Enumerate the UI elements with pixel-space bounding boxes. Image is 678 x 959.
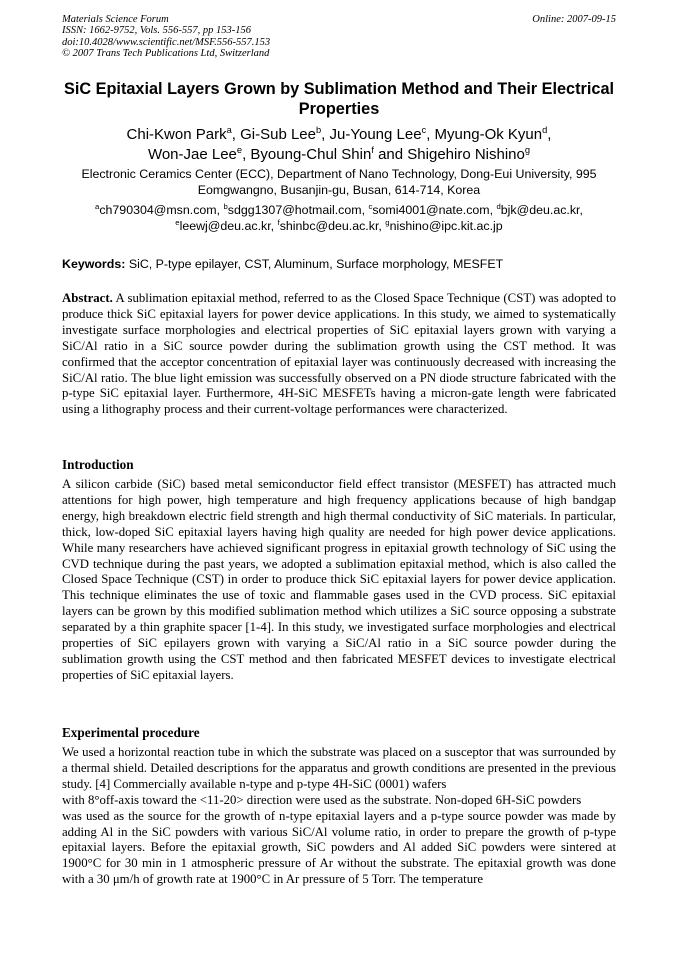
experimental-heading: Experimental procedure xyxy=(62,725,200,740)
author-mark: f xyxy=(371,145,374,155)
affiliation xyxy=(62,167,616,198)
journal-name: Materials Science Forum xyxy=(62,14,169,25)
email-mark: c xyxy=(368,201,373,211)
doi-line: doi:10.4028/www.scientific.net/MSF.556-557.153 xyxy=(62,36,271,48)
email-mark: g xyxy=(385,217,390,227)
abstract-text: A sublimation epitaxial method, referred to as the Closed Space Technique (CST) was adopted to produce thick SiC epitaxial layers for power device applications. In this study, we aimed to systematically investigate surface morphologies and electrical properties of SiC epitaxial layers grown with varying a SiC/Al ratio in a SiC source powder during the sublimation growth using the CST method. It was confirmed that the acceptor concentration of epitaxial layer was continuously decreased with increasing the SiC/Al ratio. The blue light emission was successfully observed on a PN diode structure fabricated with the p-type SiC epitaxial layer. Furthermore, 4H-SiC MESFETs having a micron-gate length were fabricated using a lithography process and their current-voltage performances were characterized. xyxy=(62,291,617,417)
author-name: Shigehiro Nishino xyxy=(407,146,525,163)
abstract-label: Abstract. xyxy=(62,291,113,305)
issn-line: ISSN: 1662-9752, Vols. 556-557, pp 153-156 xyxy=(62,25,251,37)
author-mark: d xyxy=(542,125,548,135)
email-mark: d xyxy=(496,201,501,211)
author-mark: g xyxy=(524,145,531,155)
author-name: Won-Jae Lee xyxy=(147,146,237,163)
copyright-line: © 2007 Trans Tech Publications Ltd, Switzerland xyxy=(62,48,270,60)
author-mark: e xyxy=(236,145,243,155)
email-address: nishino@ipc.kit.ac.jp xyxy=(389,218,503,233)
abstract xyxy=(62,291,616,418)
journal-header xyxy=(62,14,616,60)
author-mark: a xyxy=(226,125,232,135)
email-mark: a xyxy=(95,201,100,211)
author-name: Ju-Young Lee xyxy=(329,126,422,143)
email-list: $^a$ch790304@msn.com, $^b$sdgg1307@hotmail.com, $^c$somi4001@nate.com, $^d$bjk@deu.ac.kr, $^e$leewj@deu.ac.kr, $^f$shinbc@deu.ac.kr, $^g$nishino@ipc.kit.ac.jp xyxy=(95,201,583,233)
author-mark: c xyxy=(421,125,427,135)
author-list: Chi-Kwon Park$^a$, Gi-Sub Lee$^b$, Ju-Young Lee$^c$, Myung-Ok Kyun$^d$, Won-Jae Lee$^e$, Byoung-Chul Shin$^f$ and Shigehiro Nishino$^g$ xyxy=(126,125,552,163)
keywords-text: SiC, P-type epilayer, CST, Aluminum, Surface morphology, MESFET xyxy=(128,257,504,271)
email-address: shinbc@deu.ac.kr xyxy=(279,218,379,233)
keywords xyxy=(62,257,616,272)
experimental-paragraph-line: with 8°off-axis toward the <11-20> direction were used as the substrate. Non-doped 6H-SiC powders xyxy=(62,792,582,807)
author-mark: b xyxy=(316,125,322,135)
author-name: Byoung-Chul Shin xyxy=(250,146,372,163)
email-address: ch790304@msn.com xyxy=(99,203,217,217)
email-address: somi4001@nate.com xyxy=(372,203,490,217)
email-address: sdgg1307@hotmail.com xyxy=(227,203,362,217)
experimental-text xyxy=(62,745,616,888)
email-mark: b xyxy=(223,201,228,211)
experimental-paragraph-line: was used as the source for the growth of n-type epitaxial layers and a p-type source powder was made by adding Al in the SiC powders with various SiC/Al volume ratio, in order to prepare the growth of p-type epitaxial layers. Before the epitaxial growth, SiC powders and Al added SiC powders were sintered at 1900°C for 30 min in 1 atmospheric pressure of Ar without the substrate. The epitaxial growth was done with a 30 μm/h of growth rate at 1900°C in Ar pressure of 5 Torr. The temperature xyxy=(62,808,616,887)
introduction-text: A silicon carbide (SiC) based metal semiconductor field effect transistor (MESFET) has attracted much attentions for high power, high temperature and high frequency applications because of high bandgap energy, high breakdown electric field strength and high thermal conductivity of SiC materials. In particular, thick, low-doped SiC epitaxial layers having high quality are needed for high power device applications. While many researchers have achieved significant progress in epitaxial growth technology of SiC using the CVD technique during the past years, we adopted a sublimation epitaxial method, which is also called the Closed Space Technique (CST) in order to produce thick SiC epitaxial layers for power device application. This technique eliminates the use of toxic and flammable gases used in the CVD process. SiC epitaxial layers can be grown by this modified sublimation method which utilizes a SiC source opposing a substrate separated by a thin graphite spacer [1-4]. In this study, we investigated surface morphologies and electrical properties of SiC epilayers grown with varying a SiC/Al ratio in a SiC source powder during the sublimation growth using the CST method and then fabricated MESFET devices to investigate electrical properties of SiC epitaxial layers. xyxy=(62,477,616,682)
affiliation-line: Eomgwangno, Busanjin-gu, Busan, 614-714, Korea xyxy=(197,182,481,197)
email-address: bjk@deu.ac.kr xyxy=(500,203,580,217)
introduction-heading: Introduction xyxy=(62,457,134,472)
experimental-paragraph-line: We used a horizontal reaction tube in which the substrate was placed on a susceptor that was surrounded by a thermal shield. Detailed descriptions for the apparatus and growth conditions are presented in the previous study. [4] Commercially available n-type and p-type 4H-SiC (0001) wafers xyxy=(62,745,616,791)
keywords-label: Keywords: xyxy=(62,257,126,271)
author-name: Myung-Ok Kyun xyxy=(434,126,543,143)
online-date: Online: 2007-09-15 xyxy=(532,14,616,25)
author-name: Gi-Sub Lee xyxy=(240,126,316,143)
paper-title: SiC Epitaxial Layers Grown by Sublimation Method and Their Electrical Properties xyxy=(63,80,615,118)
affiliation-line: Electronic Ceramics Center (ECC), Department of Nano Technology, Dong-Eui University, 995 xyxy=(81,167,597,181)
email-address: leewj@deu.ac.kr xyxy=(179,218,271,233)
email-mark: f xyxy=(277,217,280,227)
email-mark: e xyxy=(175,217,180,227)
author-name: Chi-Kwon Park xyxy=(126,126,227,143)
